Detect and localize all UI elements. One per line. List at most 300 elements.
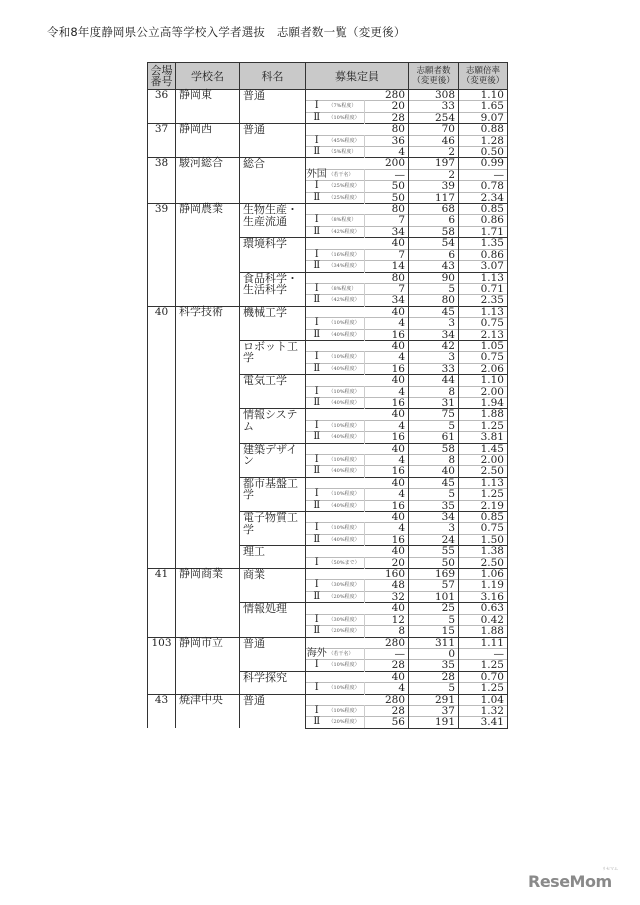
- table-row: [148, 569, 508, 580]
- quota-value: 40: [365, 238, 409, 249]
- selection-ratio-note: （25%程度）: [328, 192, 365, 203]
- selection-ratio-note: （20%程度）: [328, 591, 365, 602]
- applicants-value: 2: [409, 147, 459, 158]
- quota-value: 4: [365, 489, 409, 500]
- rate-value: 1.71: [459, 226, 508, 237]
- quota-value: 32: [365, 591, 409, 602]
- table-row: [148, 694, 508, 705]
- rate-value: 3.81: [459, 432, 508, 443]
- applicants-value: 90: [409, 272, 459, 283]
- table-header-row: [148, 63, 508, 90]
- quota-spacer: [306, 158, 365, 169]
- selection-type: Ⅰ: [306, 489, 328, 500]
- applicants-value: 44: [409, 375, 459, 386]
- table-row: [148, 90, 508, 101]
- rate-value: 0.70: [459, 671, 508, 682]
- applicants-value: 8: [409, 386, 459, 397]
- quota-spacer: [306, 637, 365, 648]
- applicants-value: 24: [409, 534, 459, 545]
- rate-value: 3.16: [459, 591, 508, 602]
- quota-value: 200: [365, 158, 409, 169]
- rate-value: 1.65: [459, 101, 508, 112]
- selection-ratio-note: （20%程度）: [328, 626, 365, 637]
- selection-ratio-note: （50%まで）: [328, 557, 365, 568]
- quota-spacer: [306, 512, 365, 523]
- rate-value: 1.13: [459, 477, 508, 488]
- quota-value: 4: [365, 352, 409, 363]
- quota-value: —: [365, 169, 409, 180]
- rate-value: 0.50: [459, 147, 508, 158]
- quota-value: 40: [365, 512, 409, 523]
- quota-value: 16: [365, 466, 409, 477]
- rate-value: 0.86: [459, 249, 508, 260]
- rate-value: 2.50: [459, 557, 508, 568]
- quota-value: 28: [365, 660, 409, 671]
- quota-value: 36: [365, 135, 409, 146]
- selection-ratio-note: （10%程度）: [328, 112, 365, 123]
- rate-value: 2.06: [459, 363, 508, 374]
- selection-ratio-note: （40%程度）: [328, 397, 365, 408]
- selection-ratio-note: （5%程度）: [328, 147, 365, 158]
- rate-value: —: [459, 648, 508, 659]
- rate-value: 0.99: [459, 158, 508, 169]
- selection-type: Ⅱ: [306, 591, 328, 602]
- selection-type: Ⅱ: [306, 717, 328, 728]
- selection-ratio-note: （10%程度）: [328, 660, 365, 671]
- rate-value: 1.88: [459, 409, 508, 420]
- rate-value: 1.50: [459, 534, 508, 545]
- selection-type: Ⅰ: [306, 215, 328, 226]
- applicants-value: 34: [409, 512, 459, 523]
- course-name: 情報処理: [240, 603, 306, 637]
- rate-value: 1.32: [459, 705, 508, 716]
- rate-value: 1.11: [459, 637, 508, 648]
- selection-ratio-note: （20%程度）: [328, 717, 365, 728]
- applicants-value: 50: [409, 557, 459, 568]
- quota-value: 280: [365, 637, 409, 648]
- rate-value: 1.10: [459, 90, 508, 101]
- header-rate: 志願倍率（変更後）: [459, 63, 508, 90]
- course-name: 普通: [240, 694, 306, 728]
- header-venue-number: 会場番号: [148, 63, 176, 90]
- quota-value: 34: [365, 295, 409, 306]
- quota-value: 80: [365, 204, 409, 215]
- school-name: 静岡商業: [176, 569, 240, 637]
- selection-ratio-note: （40%程度）: [328, 329, 365, 340]
- quota-value: 16: [365, 500, 409, 511]
- course-name: 理工: [240, 546, 306, 569]
- rate-value: 1.04: [459, 694, 508, 705]
- resemom-logo-ruby: リセマム: [602, 866, 618, 871]
- rate-value: 2.34: [459, 192, 508, 203]
- quota-value: 40: [365, 603, 409, 614]
- quota-value: 40: [365, 443, 409, 454]
- table-row: [148, 204, 508, 215]
- selection-ratio-note: （8%程度）: [328, 215, 365, 226]
- rate-value: 1.06: [459, 569, 508, 580]
- selection-ratio-note: （10%程度）: [328, 455, 365, 466]
- quota-spacer: [306, 477, 365, 488]
- table-row: [148, 306, 508, 317]
- applicants-value: 37: [409, 705, 459, 716]
- course-name: 普通: [240, 124, 306, 158]
- rate-value: 2.50: [459, 466, 508, 477]
- selection-type: Ⅱ: [306, 112, 328, 123]
- school-name: 静岡市立: [176, 637, 240, 694]
- quota-value: 40: [365, 546, 409, 557]
- applicants-value: 33: [409, 363, 459, 374]
- applicants-value: 3: [409, 352, 459, 363]
- quota-spacer: [306, 443, 365, 454]
- rate-value: 3.41: [459, 717, 508, 728]
- selection-ratio-note: （若干名）: [328, 648, 365, 659]
- selection-type: Ⅱ: [306, 432, 328, 443]
- selection-type: Ⅰ: [306, 705, 328, 716]
- rate-value: 0.85: [459, 204, 508, 215]
- selection-ratio-note: （10%程度）: [328, 420, 365, 431]
- selection-type: Ⅱ: [306, 261, 328, 272]
- rate-value: —: [459, 169, 508, 180]
- quota-value: 280: [365, 694, 409, 705]
- venue-number: 40: [148, 306, 176, 568]
- quota-value: 16: [365, 534, 409, 545]
- school-name: 静岡西: [176, 124, 240, 158]
- applicants-value: 45: [409, 477, 459, 488]
- selection-ratio-note: （10%程度）: [328, 352, 365, 363]
- rate-value: 0.88: [459, 124, 508, 135]
- selection-type: Ⅰ: [306, 420, 328, 431]
- selection-type: Ⅰ: [306, 283, 328, 294]
- course-name: ロボット工学: [240, 340, 306, 374]
- applicants-value: 191: [409, 717, 459, 728]
- applicants-value: 3: [409, 523, 459, 534]
- applicants-value: 35: [409, 660, 459, 671]
- rate-value: 3.07: [459, 261, 508, 272]
- course-name: 電気工学: [240, 375, 306, 409]
- applicants-value: 5: [409, 420, 459, 431]
- course-name: 総合: [240, 158, 306, 204]
- quota-value: 4: [365, 683, 409, 694]
- selection-type: Ⅰ: [306, 101, 328, 112]
- selection-ratio-note: （10%程度）: [328, 705, 365, 716]
- selection-ratio-note: （40%程度）: [328, 363, 365, 374]
- applicants-value: 35: [409, 500, 459, 511]
- quota-value: 80: [365, 124, 409, 135]
- table-body: [148, 90, 508, 729]
- rate-value: 1.38: [459, 546, 508, 557]
- selection-ratio-note: （10%程度）: [328, 489, 365, 500]
- applicants-table: [147, 62, 508, 729]
- quota-value: 40: [365, 477, 409, 488]
- rate-value: 0.71: [459, 283, 508, 294]
- rate-value: 1.25: [459, 420, 508, 431]
- quota-value: 40: [365, 409, 409, 420]
- applicants-value: 42: [409, 340, 459, 351]
- quota-value: 4: [365, 318, 409, 329]
- selection-type: Ⅰ: [306, 614, 328, 625]
- applicants-value: 25: [409, 603, 459, 614]
- rate-value: 0.75: [459, 318, 508, 329]
- applicants-value: 2: [409, 169, 459, 180]
- venue-number: 43: [148, 694, 176, 728]
- quota-value: 34: [365, 226, 409, 237]
- quota-value: 50: [365, 181, 409, 192]
- rate-value: 1.13: [459, 306, 508, 317]
- applicants-value: 43: [409, 261, 459, 272]
- rate-value: 1.25: [459, 489, 508, 500]
- rate-value: 0.63: [459, 603, 508, 614]
- quota-value: 8: [365, 626, 409, 637]
- selection-ratio-note: （10%程度）: [328, 386, 365, 397]
- selection-type: Ⅱ: [306, 363, 328, 374]
- quota-value: 56: [365, 717, 409, 728]
- quota-value: 28: [365, 112, 409, 123]
- header-quota: 募集定員: [306, 63, 409, 90]
- quota-value: 4: [365, 386, 409, 397]
- venue-number: 103: [148, 637, 176, 694]
- applicants-value: 58: [409, 226, 459, 237]
- applicants-value: 197: [409, 158, 459, 169]
- venue-number: 41: [148, 569, 176, 637]
- rate-value: 1.05: [459, 340, 508, 351]
- selection-type: Ⅰ: [306, 249, 328, 260]
- quota-value: 80: [365, 272, 409, 283]
- selection-type: Ⅱ: [306, 295, 328, 306]
- venue-number: 39: [148, 204, 176, 307]
- applicants-value: 5: [409, 683, 459, 694]
- quota-value: 40: [365, 671, 409, 682]
- applicants-value: 57: [409, 580, 459, 591]
- rate-value: 1.13: [459, 272, 508, 283]
- applicants-value: 40: [409, 466, 459, 477]
- quota-spacer: [306, 409, 365, 420]
- quota-spacer: [306, 671, 365, 682]
- quota-value: 4: [365, 147, 409, 158]
- rate-value: 1.45: [459, 443, 508, 454]
- quota-value: 16: [365, 432, 409, 443]
- rate-value: 2.00: [459, 386, 508, 397]
- quota-spacer: [306, 90, 365, 101]
- school-name: 駿河総合: [176, 158, 240, 204]
- quota-spacer: [306, 238, 365, 249]
- quota-spacer: [306, 272, 365, 283]
- applicants-value: 8: [409, 455, 459, 466]
- applicants-value: 34: [409, 329, 459, 340]
- course-name: 普通: [240, 90, 306, 124]
- course-name: 食品科学・生活科学: [240, 272, 306, 306]
- selection-ratio-note: （40%程度）: [328, 500, 365, 511]
- applicants-value: 117: [409, 192, 459, 203]
- venue-number: 37: [148, 124, 176, 158]
- quota-spacer: [306, 603, 365, 614]
- header-applicants: 志願者数（変更後）: [409, 63, 459, 90]
- table-row: [148, 637, 508, 648]
- school-name: 焼津中央: [176, 694, 240, 728]
- applicants-value: 3: [409, 318, 459, 329]
- applicants-value: 68: [409, 204, 459, 215]
- selection-ratio-note: （42%程度）: [328, 226, 365, 237]
- rate-value: 2.00: [459, 455, 508, 466]
- selection-ratio-note: （45%程度）: [328, 135, 365, 146]
- rate-value: 1.94: [459, 397, 508, 408]
- quota-spacer: [306, 340, 365, 351]
- selection-ratio-note: （40%程度）: [328, 534, 365, 545]
- applicants-value: 61: [409, 432, 459, 443]
- selection-ratio-note: （42%程度）: [328, 295, 365, 306]
- quota-value: 40: [365, 306, 409, 317]
- course-name: 普通: [240, 637, 306, 671]
- selection-type: Ⅱ: [306, 226, 328, 237]
- rate-value: 2.13: [459, 329, 508, 340]
- venue-number: 36: [148, 90, 176, 124]
- selection-type: Ⅰ: [306, 386, 328, 397]
- selection-type: Ⅰ: [306, 660, 328, 671]
- selection-type: Ⅱ: [306, 192, 328, 203]
- applicants-value: 58: [409, 443, 459, 454]
- applicants-value: 308: [409, 90, 459, 101]
- rate-value: 0.86: [459, 215, 508, 226]
- quota-spacer: [306, 546, 365, 557]
- applicants-value: 5: [409, 489, 459, 500]
- selection-type: 外国: [306, 168, 327, 180]
- course-name: 商業: [240, 569, 306, 603]
- rate-value: 2.35: [459, 295, 508, 306]
- rate-value: 0.75: [459, 352, 508, 363]
- course-name: 環境科学: [240, 238, 306, 272]
- selection-ratio-note: （34%程度）: [328, 261, 365, 272]
- applicants-value: 31: [409, 397, 459, 408]
- rate-value: 1.88: [459, 626, 508, 637]
- applicants-value: 6: [409, 249, 459, 260]
- quota-value: 7: [365, 283, 409, 294]
- selection-ratio-note: （30%程度）: [328, 614, 365, 625]
- selection-ratio-note: （若干名）: [328, 169, 365, 180]
- quota-spacer: [306, 306, 365, 317]
- applicants-value: 254: [409, 112, 459, 123]
- applicants-value: 5: [409, 614, 459, 625]
- quota-value: 160: [365, 569, 409, 580]
- course-name: 科学探究: [240, 671, 306, 694]
- header-school-name: 学校名: [176, 63, 240, 90]
- quota-value: 7: [365, 215, 409, 226]
- quota-value: 12: [365, 614, 409, 625]
- quota-value: 20: [365, 557, 409, 568]
- applicants-value: 311: [409, 637, 459, 648]
- applicants-value: 39: [409, 181, 459, 192]
- applicants-value: 5: [409, 283, 459, 294]
- selection-ratio-note: （40%程度）: [328, 432, 365, 443]
- quota-value: 16: [365, 329, 409, 340]
- applicants-value: 70: [409, 124, 459, 135]
- applicants-value: 291: [409, 694, 459, 705]
- selection-type: Ⅱ: [306, 534, 328, 545]
- quota-spacer: [306, 569, 365, 580]
- quota-value: 4: [365, 523, 409, 534]
- quota-value: 4: [365, 455, 409, 466]
- applicants-value: 15: [409, 626, 459, 637]
- selection-type: Ⅰ: [306, 181, 328, 192]
- selection-ratio-note: （25%程度）: [328, 181, 365, 192]
- rate-value: 0.85: [459, 512, 508, 523]
- selection-type: Ⅱ: [306, 397, 328, 408]
- selection-ratio-note: （30%程度）: [328, 580, 365, 591]
- applicants-value: 169: [409, 569, 459, 580]
- quota-value: 48: [365, 580, 409, 591]
- quota-value: 40: [365, 375, 409, 386]
- selection-ratio-note: （10%程度）: [328, 318, 365, 329]
- applicants-value: 33: [409, 101, 459, 112]
- selection-ratio-note: （10%程度）: [328, 683, 365, 694]
- rate-value: 0.75: [459, 523, 508, 534]
- selection-type: Ⅰ: [306, 352, 328, 363]
- course-name: 生物生産・生産流通: [240, 204, 306, 238]
- rate-value: 1.35: [459, 238, 508, 249]
- selection-ratio-note: （40%程度）: [328, 466, 365, 477]
- quota-value: —: [365, 648, 409, 659]
- applicants-value: 101: [409, 591, 459, 602]
- selection-type: Ⅰ: [306, 455, 328, 466]
- applicants-value: 54: [409, 238, 459, 249]
- selection-type: Ⅰ: [306, 683, 328, 694]
- quota-spacer: [306, 375, 365, 386]
- selection-type: Ⅰ: [306, 580, 328, 591]
- quota-value: 16: [365, 397, 409, 408]
- applicants-value: 6: [409, 215, 459, 226]
- rate-value: 1.25: [459, 683, 508, 694]
- page-title: 令和8年度静岡県公立高等学校入学者選抜 志願者数一覧（変更後）: [47, 25, 406, 39]
- selection-type: Ⅰ: [306, 557, 328, 568]
- applicants-value: 75: [409, 409, 459, 420]
- applicants-value: 46: [409, 135, 459, 146]
- rate-value: 0.78: [459, 181, 508, 192]
- quota-spacer: [306, 204, 365, 215]
- quota-value: 50: [365, 192, 409, 203]
- quota-value: 20: [365, 101, 409, 112]
- applicants-value: 55: [409, 546, 459, 557]
- rate-value: 1.10: [459, 375, 508, 386]
- quota-value: 16: [365, 363, 409, 374]
- selection-type: Ⅱ: [306, 329, 328, 340]
- applicants-value: 28: [409, 671, 459, 682]
- selection-ratio-note: （7%程度）: [328, 101, 365, 112]
- course-name: 建築デザイン: [240, 443, 306, 477]
- quota-spacer: [306, 124, 365, 135]
- rate-value: 1.19: [459, 580, 508, 591]
- school-name: 静岡東: [176, 90, 240, 124]
- school-name: 静岡農業: [176, 204, 240, 307]
- selection-type: Ⅰ: [306, 318, 328, 329]
- rate-value: 1.25: [459, 660, 508, 671]
- quota-value: 4: [365, 420, 409, 431]
- rate-value: 9.07: [459, 112, 508, 123]
- quota-value: 7: [365, 249, 409, 260]
- quota-value: 40: [365, 340, 409, 351]
- selection-type: Ⅱ: [306, 500, 328, 511]
- selection-type: Ⅰ: [306, 135, 328, 146]
- table-row: [148, 158, 508, 169]
- rate-value: 2.19: [459, 500, 508, 511]
- course-name: 都市基盤工学: [240, 477, 306, 511]
- selection-ratio-note: （10%程度）: [328, 523, 365, 534]
- selection-type: Ⅱ: [306, 147, 328, 158]
- school-name: 科学技術: [176, 306, 240, 568]
- header-course-name: 科名: [240, 63, 306, 90]
- table-row: [148, 124, 508, 135]
- selection-type: Ⅰ: [306, 523, 328, 534]
- selection-type: Ⅱ: [306, 626, 328, 637]
- quota-spacer: [306, 694, 365, 705]
- venue-number: 38: [148, 158, 176, 204]
